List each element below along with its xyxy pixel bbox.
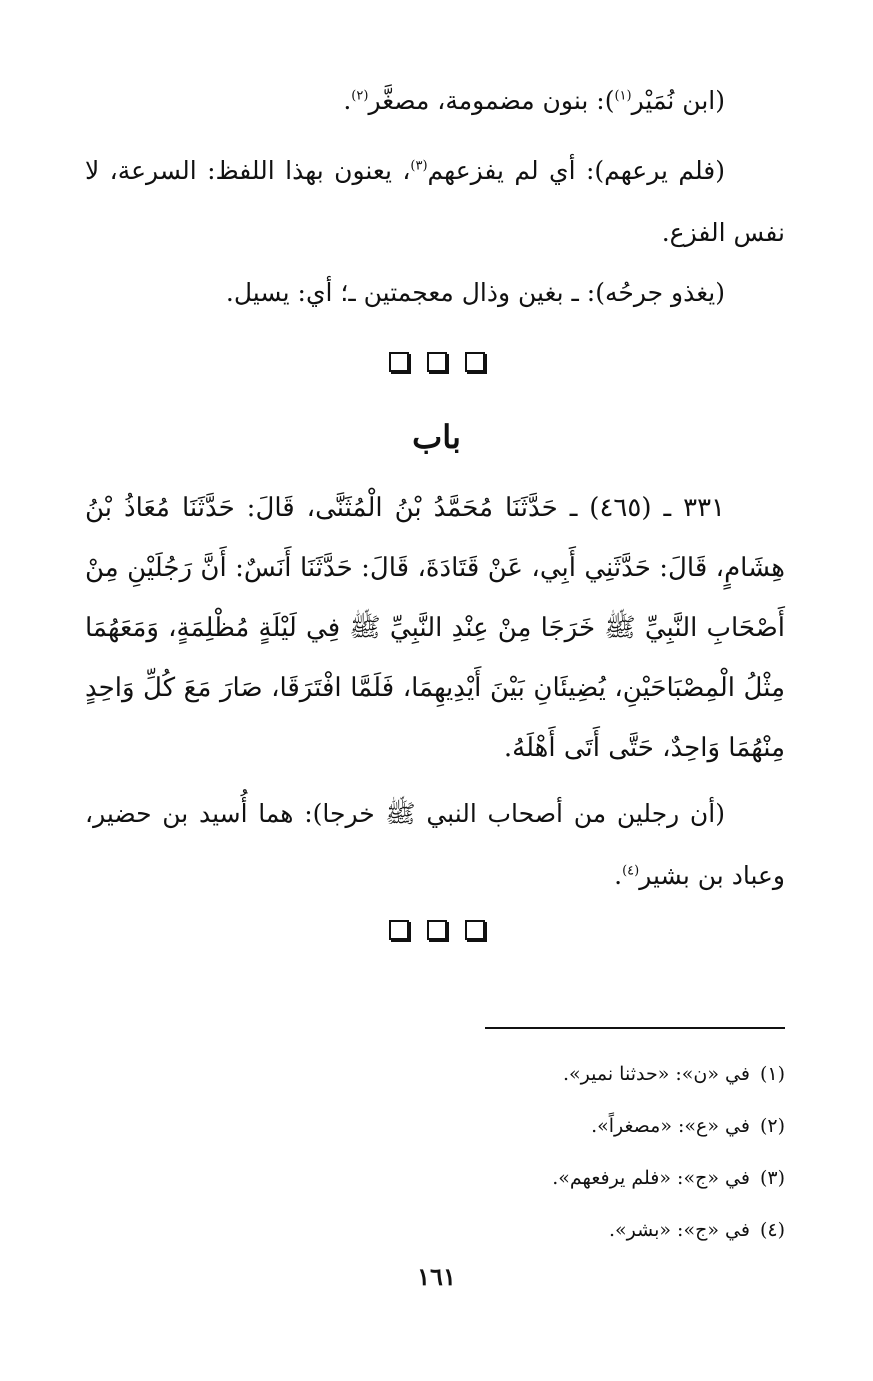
note-ibn-numayr [85, 70, 785, 132]
footnote-item [365, 1152, 785, 1204]
footnote-ref: (٣) [410, 158, 428, 174]
footnote-item [365, 1204, 785, 1256]
footnote-number: (٣) [759, 1167, 785, 1189]
note-text: ): بنون مضمومة، مصغَّر [368, 86, 615, 115]
note-yaghdhu: (يغذو جرحُه): ـ بغين وذال معجمتين ـ؛ أي: يسيل. [225, 278, 725, 307]
square-ornament-icon [389, 352, 409, 372]
section-separator [0, 352, 873, 376]
note-text: . [614, 861, 623, 890]
footnote-ref: (٢) [351, 88, 369, 104]
footnote-ref: (١) [614, 88, 632, 104]
footnote-number: (٤) [759, 1219, 785, 1241]
square-ornament-icon [427, 920, 447, 940]
footnotes-list [365, 1048, 785, 1256]
footnote-ref: (٤) [622, 863, 640, 879]
note-text: (أن رجلين من أصحاب النبي ﷺ خرجا): هما أُسيد بن حضير، وعباد بن بشير [85, 799, 785, 890]
page-number: ١٦١ [417, 1262, 456, 1291]
footnote-rule [485, 1027, 785, 1029]
square-ornament-icon [389, 920, 409, 940]
footnote-text: في «ع»: «مصغراً». [591, 1115, 750, 1137]
square-ornament-icon [465, 920, 485, 940]
footnote-item [365, 1100, 785, 1152]
section-separator [0, 920, 873, 944]
note-text: (ابن نُمَيْر [631, 86, 725, 115]
note-text: . [343, 86, 352, 115]
footnote-text: في «ج»: «بشر». [609, 1219, 750, 1241]
square-ornament-icon [427, 352, 447, 372]
hadith-text: ٣٣١ ـ (٤٦٥) ـ حَدَّثَنَا مُحَمَّدُ بْنُ الْمُثَنَّى، قَالَ: حَدَّثَنَا مُعَاذُ بْنُ هِشَامٍ، قَالَ: حَدَّثَنِي أَبِي، عَنْ قَتَادَةَ، قَالَ: حَدَّثَنَا أَنَسٌ: أَنَّ رَجُلَيْنِ مِنْ أَصْحَابِ النَّبِيِّ ﷺ خَرَجَا مِنْ عِنْدِ النَّبِيِّ ﷺ فِي لَيْلَةٍ مُظْلِمَةٍ، وَمَعَهُمَا مِثْلُ الْمِصْبَاحَيْنِ، يُضِيئَانِ بَيْنَ أَيْدِيهِمَا، فَلَمَّا افْتَرَقَا، صَارَ مَعَ كُلِّ وَاحِدٍ مِنْهُمَا وَاحِدٌ، حَتَّى أَتَى أَهْلَهُ. [85, 493, 785, 763]
footnote-item [365, 1048, 785, 1100]
note-two-men [85, 783, 785, 907]
chapter-heading: باب [412, 418, 461, 456]
note-text: ، يعنون بهذا اللفظ: السرعة، لا نفس الفزع. [85, 156, 785, 247]
footnote-text: في «ن»: «حدثنا نمير». [562, 1063, 750, 1085]
note-text: (فلم يرعهم): أي لم يفزعهم [427, 156, 725, 185]
square-ornament-icon [465, 352, 485, 372]
footnote-number: (٢) [759, 1115, 785, 1137]
footnote-text: في «ج»: «فلم يرفعهم». [552, 1167, 750, 1189]
footnote-number: (١) [759, 1063, 785, 1085]
note-falam-yaruhum [85, 140, 785, 264]
